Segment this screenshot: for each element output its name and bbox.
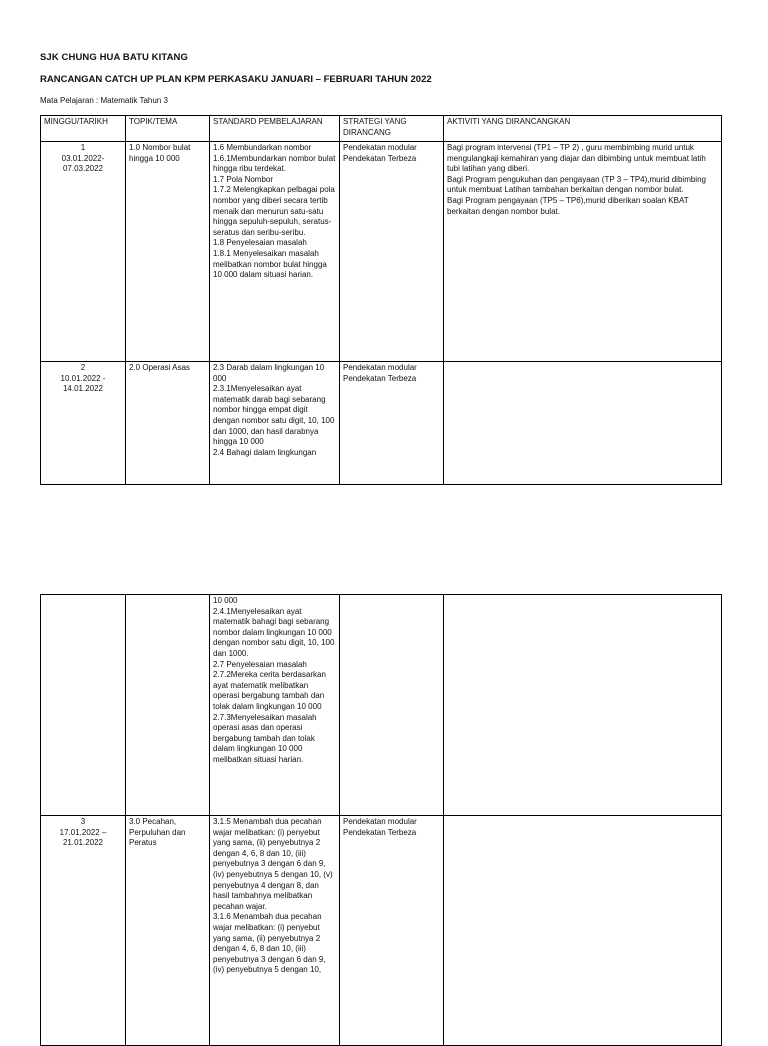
table-header-row xyxy=(41,116,722,142)
column-header-topic: TOPIK/TEMA xyxy=(126,116,210,142)
activity-cell xyxy=(444,362,722,485)
standard-cell: 2.3 Darab dalam lingkungan 10 000 2.3.1Menyelesaikan ayat matematik darab bagi sebarang nombor hingga empat digit dengan nombor satu digit, 10, 100 dan 1000, dan hasil darabnya hingga 10 000 2.4 Bahagi dalam lingkungan xyxy=(210,362,340,485)
topic-cell: 1.0 Nombor bulat hingga 10 000 xyxy=(126,142,210,362)
table-row xyxy=(41,362,722,485)
strategy-cell: Pendekatan modular Pendekatan Terbeza xyxy=(340,816,444,1046)
subject-line: Mata Pelajaran : Matematik Tahun 3 xyxy=(40,96,168,105)
activity-cell: Bagi program intervensi (TP1 – TP 2) , guru membimbing murid untuk mengulangkaji kemahiran yang diajar dan dibimbing untuk membuat latih tubi latihan yang diberi. Bagi Program pengukuhan dan pengayaan (TP 3 – TP4),murid dibimbing untuk membuat Latihan tambahan berkaitan dengan nombor bulat. Bagi Program pengayaan (TP5 – TP6),murid diberikan soalan KBAT berkaitan dengan nombor bulat. xyxy=(444,142,722,362)
topic-cell xyxy=(126,595,210,816)
strategy-cell: Pendekatan modular Pendekatan Terbeza xyxy=(340,142,444,362)
week-cell xyxy=(41,595,126,816)
column-header-strategy: STRATEGI YANG DIRANCANG xyxy=(340,116,444,142)
column-header-standard: STANDARD PEMBELAJARAN xyxy=(210,116,340,142)
column-header-week: MINGGU/TARIKH xyxy=(41,116,126,142)
week-cell: 3 17.01.2022 – 21.01.2022 xyxy=(41,816,126,1046)
topic-cell: 3.0 Pecahan, Perpuluhan dan Peratus xyxy=(126,816,210,1046)
plan-table-page-2 xyxy=(40,594,722,1046)
week-cell: 1 03.01.2022- 07.03.2022 xyxy=(41,142,126,362)
plan-title: RANCANGAN CATCH UP PLAN KPM PERKASAKU JANUARI – FEBRUARI TAHUN 2022 xyxy=(40,74,432,85)
table-row xyxy=(41,142,722,362)
week-cell: 2 10.01.2022 - 14.01.2022 xyxy=(41,362,126,485)
strategy-cell: Pendekatan modular Pendekatan Terbeza xyxy=(340,362,444,485)
standard-cell: 10 000 2.4.1Menyelesaikan ayat matematik bahagi bagi sebarang nombor dalam lingkungan 10 000 dengan nombor satu digit, 10, 100 dan 1000. 2.7 Penyelesaian masalah 2.7.2Mereka cerita berdasarkan ayat matematik melibatkan operasi bergabung tambah dan tolak dalam lingkungan 10 000 2.7.3Menyelesaikan masalah operasi asas dan operasi bergabung tambah dan tolak dalam lingkungan 10 000 melibatkan situasi harian. xyxy=(210,595,340,816)
standard-cell: 3.1.5 Menambah dua pecahan wajar melibatkan: (i) penyebut yang sama, (ii) penyebutnya 2 dengan 4, 6, 8 dan 10, (iii) penyebutnya 3 dengan 6 dan 9, (iv) penyebutnya 5 dengan 10, (v) penyebutnya 4 dengan 8, dan hasil tambahnya melibatkan pecahan wajar. 3.1.6 Menambah dua pecahan wajar melibatkan: (i) penyebut yang sama, (ii) penyebutnya 2 dengan 4, 6, 8 dan 10, (iii) penyebutnya 3 dengan 6 dan 9, (iv) penyebutnya 5 dengan 10, xyxy=(210,816,340,1046)
topic-cell: 2.0 Operasi Asas xyxy=(126,362,210,485)
strategy-cell xyxy=(340,595,444,816)
activity-cell xyxy=(444,816,722,1046)
standard-cell: 1.6 Membundarkan nombor 1.6.1Membundarkan nombor bulat hingga ribu terdekat. 1.7 Pola Nombor 1.7.2 Melengkapkan pelbagai pola nombor yang diberi secara tertib menaik dan menurun satu-satu hingga sepuluh-sepuluh, seratus-seratus dan seribu-seribu. 1.8 Penyelesaian masalah 1.8.1 Menyelesaikan masalah melibatkan nombor bulat hingga 10 000 dalam situasi harian. xyxy=(210,142,340,362)
table-row xyxy=(41,816,722,1046)
school-name: SJK CHUNG HUA BATU KITANG xyxy=(40,52,188,63)
activity-cell xyxy=(444,595,722,816)
column-header-activity: AKTIVITI YANG DIRANCANGKAN xyxy=(444,116,722,142)
plan-table-page-1 xyxy=(40,115,722,485)
table-row xyxy=(41,595,722,816)
